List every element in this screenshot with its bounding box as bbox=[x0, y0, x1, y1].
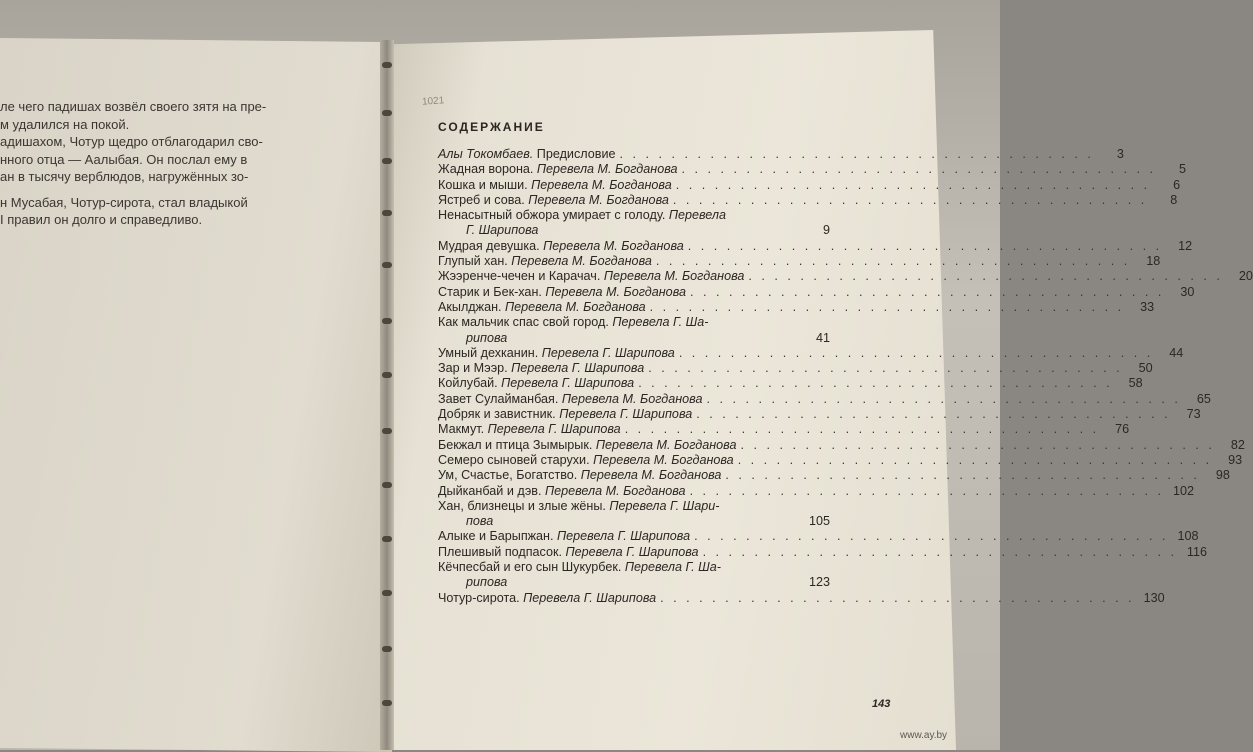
toc-entry-page: 76 bbox=[1115, 422, 1130, 437]
text-line: адишахом, Чотур щедро отблагодарил сво- bbox=[0, 134, 263, 149]
toc-entry bbox=[438, 299, 1155, 315]
toc-leader-dots: . . . . . . . . . . . . . . . . . . . . . . . . . . . . . . . . . . . . . bbox=[748, 269, 1223, 284]
toc-entry-line bbox=[438, 499, 830, 514]
toc-leader-dots: . . . . . . . . . . . . . . . . . . . . . . . . . . . . . . . . . . . . . bbox=[675, 177, 1151, 192]
toc-title: СОДЕРЖАНИЕ bbox=[438, 120, 545, 134]
toc-entry-title: Семеро сыновей старухи. bbox=[438, 452, 590, 467]
toc-entry-text bbox=[438, 484, 686, 499]
toc-entry bbox=[438, 269, 1253, 284]
toc-entry-page: 9 bbox=[822, 223, 830, 238]
toc-entry-title: Хан, близнецы и злые жёны. bbox=[438, 498, 606, 513]
toc-entry-translator: Перевела М. Богданова bbox=[543, 238, 684, 253]
toc-entry-translator: Перевела М. Богданова bbox=[536, 162, 678, 177]
toc-entry-text bbox=[438, 346, 675, 361]
toc-entry-text bbox=[438, 285, 686, 300]
toc-entry-title: Плешивый подпасок. bbox=[438, 544, 562, 559]
toc-entry-translator: Перевела Г. Шарипова bbox=[557, 529, 691, 544]
toc-entry-translator: Перевела Г. Ша- bbox=[624, 560, 721, 575]
pencil-mark: 1021 bbox=[421, 95, 445, 108]
toc-leader-dots: . . . . . . . . . . . . . . . . . . . . . . . . . . . . . . . . . . . . . bbox=[624, 422, 1100, 437]
stitch bbox=[382, 700, 392, 706]
toc-entry-page: 65 bbox=[1196, 391, 1211, 406]
toc-entry bbox=[438, 499, 830, 530]
toc-entry-title: Койлубай. bbox=[438, 376, 498, 391]
stitch bbox=[382, 372, 392, 378]
toc-entry-text bbox=[438, 193, 669, 208]
left-page-text bbox=[0, 98, 340, 229]
toc-entry bbox=[438, 284, 1195, 300]
toc-leader-dots: . . . . . . . . . . . . . . . . . . . . . . . . . . . . . . . . . . . . . bbox=[740, 437, 1215, 452]
toc-entry-page: 30 bbox=[1180, 284, 1195, 299]
toc-entry-translator: Перевела М. Богданова bbox=[580, 468, 722, 483]
toc-entry bbox=[438, 391, 1211, 407]
toc-entry-title: Как мальчик спас свой город. bbox=[438, 315, 609, 330]
toc-entry-title: Акылджан. bbox=[438, 299, 502, 314]
toc-entry bbox=[438, 590, 1165, 606]
toc-entry-page: 123 bbox=[808, 575, 830, 590]
paragraph-gap bbox=[0, 186, 340, 194]
toc-entry bbox=[438, 254, 1161, 269]
toc-entry bbox=[438, 407, 1201, 422]
toc-entry-text bbox=[438, 239, 684, 254]
toc-leader-dots: . . . . . . . . . . . . . . . . . . . . . . . . . . . . . . . . . . . . . bbox=[681, 162, 1156, 177]
toc-entry-text bbox=[438, 162, 678, 177]
text-line: ле чего падишах возвёл своего зятя на пре- bbox=[0, 99, 267, 114]
toc-entry-text bbox=[438, 545, 699, 560]
toc-entry bbox=[438, 345, 1184, 361]
toc-entry-translator: Перевела М. Богданова bbox=[545, 284, 686, 299]
toc-entry-line bbox=[438, 223, 830, 238]
page-number: 143 bbox=[872, 698, 891, 710]
stitch bbox=[382, 158, 392, 164]
toc-entry-text bbox=[438, 529, 690, 544]
toc-entry-page: 33 bbox=[1140, 299, 1155, 314]
toc-entry-title: Кошка и мыши. bbox=[438, 177, 528, 192]
toc-entry bbox=[438, 544, 1207, 560]
toc-entry-title: Зар и Мээр. bbox=[438, 361, 508, 376]
toc-entry-page: 98 bbox=[1215, 468, 1230, 483]
toc-entry-page: 6 bbox=[1173, 177, 1181, 192]
toc-entry bbox=[438, 208, 830, 239]
toc-entry-page: 58 bbox=[1128, 376, 1143, 391]
toc-entry-translator: Перевела М. Богданова bbox=[593, 452, 734, 467]
stitch bbox=[382, 428, 392, 434]
toc-entry-translator: Перевела М. Богданова bbox=[505, 299, 646, 314]
toc-entry-title: Старик и Бек-хан. bbox=[438, 284, 542, 299]
stitch bbox=[382, 262, 392, 268]
table-of-contents bbox=[438, 147, 1253, 606]
toc-entry bbox=[438, 238, 1193, 254]
toc-entry-translator: Перевела Г. Шарипова bbox=[541, 345, 675, 360]
toc-entry-translator: Перевела Г. Шарипова bbox=[487, 422, 621, 437]
toc-entry-title: Чотур-сирота. bbox=[438, 590, 520, 605]
text-line: м удалился на покой. bbox=[0, 116, 130, 132]
toc-entry-title: Умный дехканин. bbox=[438, 345, 539, 360]
toc-entry-translator: Перевела М. Богданова bbox=[595, 437, 737, 452]
toc-leader-dots: . . . . . . . . . . . . . . . . . . . . . . . . . . . . . . . . . . . . . bbox=[737, 452, 1213, 467]
toc-entry-title: Глупый хан. bbox=[438, 254, 508, 269]
toc-entry-title: Ястреб и сова. bbox=[438, 192, 525, 207]
toc-entry-translator-cont: рипова bbox=[466, 575, 508, 590]
toc-entry-title: Кёчпесбай и его сын Шукурбек. bbox=[438, 560, 622, 575]
toc-entry-translator: Перевела М. Богданова bbox=[603, 269, 745, 284]
toc-entry-text bbox=[438, 361, 644, 376]
toc-entry-text bbox=[438, 392, 702, 407]
toc-entry-translator: Перевела Г. Шари- bbox=[609, 498, 720, 513]
toc-entry-line bbox=[438, 575, 830, 590]
text-line: нного отца — Аалыбая. Он послал ему в bbox=[0, 151, 248, 167]
toc-entry-title: Завет Сулайманбая. bbox=[438, 391, 559, 406]
toc-entry-text bbox=[438, 422, 621, 437]
toc-entry-translator-cont: рипова bbox=[466, 330, 508, 345]
stitch bbox=[382, 62, 392, 68]
toc-entry-page: 105 bbox=[808, 514, 830, 529]
toc-leader-dots: . . . . . . . . . . . . . . . . . . . . . . . . . . . . . . . . . . . . . bbox=[694, 529, 1169, 544]
toc-leader-dots: . . . . . . . . . . . . . . . . . . . . . . . . . . . . . . . . . . . . . bbox=[687, 238, 1163, 253]
toc-entry-translator: Перевела Г. Ша- bbox=[612, 315, 709, 330]
toc-leader-dots: . . . . . . . . . . . . . . . . . . . . . . . . . . . . . . . . . . . . . bbox=[638, 376, 1113, 391]
stitch bbox=[382, 210, 392, 216]
toc-entry bbox=[438, 560, 830, 591]
toc-entry-title: Алы Токомбаев. bbox=[438, 147, 534, 161]
toc-entry-translator: Перевела М. Богданова bbox=[544, 483, 686, 498]
toc-entry-title: Макмут. bbox=[438, 422, 485, 437]
toc-entry-translator: Перевела М. Богданова bbox=[511, 254, 652, 269]
toc-entry-page: 3 bbox=[1116, 147, 1124, 161]
toc-entry-text bbox=[438, 591, 656, 606]
toc-entry-page: 20 bbox=[1238, 269, 1253, 284]
text-line: н Мусабая, Чотур-сирота, стал владыкой bbox=[0, 194, 248, 210]
stitch bbox=[382, 590, 392, 596]
toc-entry bbox=[438, 483, 1194, 499]
toc-entry-text bbox=[438, 300, 646, 315]
toc-entry-page: 12 bbox=[1178, 238, 1193, 253]
toc-entry bbox=[438, 529, 1199, 544]
toc-entry-text bbox=[438, 147, 615, 162]
toc-entry-translator-cont: пова bbox=[466, 514, 494, 529]
toc-entry-translator: Перевела Г. Шарипова bbox=[523, 590, 657, 605]
toc-entry-page: 93 bbox=[1228, 452, 1243, 467]
toc-entry-page: 130 bbox=[1143, 590, 1165, 605]
toc-entry-text bbox=[438, 269, 744, 284]
toc-entry-page: 108 bbox=[1177, 529, 1199, 544]
toc-entry bbox=[438, 177, 1181, 193]
toc-entry-translator-cont: Г. Шарипова bbox=[466, 223, 539, 238]
text-line: I правил он долго и справедливо. bbox=[0, 212, 203, 227]
toc-leader-dots: . . . . . . . . . . . . . . . . . . . . . . . . . . . . . . . . . . . . . bbox=[706, 391, 1181, 406]
toc-entry-translator: Перевела bbox=[668, 208, 727, 223]
toc-entry-translator: Перевела М. Богданова bbox=[531, 177, 672, 192]
toc-entry-translator: Предисловие bbox=[536, 147, 616, 161]
toc-entry-translator: Перевела Г. Шарипова bbox=[501, 376, 635, 391]
toc-entry-translator: Перевела Г. Шарипова bbox=[559, 407, 693, 422]
toc-entry-translator: Перевела Г. Шарипова bbox=[511, 361, 645, 376]
toc-entry-title: Алыке и Барыпжан. bbox=[438, 529, 554, 544]
toc-entry-title: Жадная ворона. bbox=[438, 162, 534, 177]
toc-entry-page: 82 bbox=[1230, 437, 1245, 452]
toc-entry-translator: Перевела М. Богданова bbox=[561, 391, 703, 406]
toc-entry bbox=[438, 422, 1130, 437]
toc-entry bbox=[438, 192, 1178, 208]
toc-leader-dots: . . . . . . . . . . . . . . . . . . . . . . . . . . . . . . . . . . . . . bbox=[648, 361, 1123, 376]
toc-leader-dots: . . . . . . . . . . . . . . . . . . . . . . . . . . . . . . . . . . . . . bbox=[672, 192, 1148, 207]
stitch bbox=[382, 110, 392, 116]
toc-entry-text bbox=[438, 453, 734, 468]
toc-leader-dots: . . . . . . . . . . . . . . . . . . . . . . . . . . . . . . . . . . . . . bbox=[649, 299, 1125, 314]
toc-entry-line bbox=[438, 315, 830, 330]
toc-entry-title: Бекжал и птица Зымырык. bbox=[438, 437, 593, 452]
toc-leader-dots: . . . . . . . . . . . . . . . . . . . . . . . . . . . . . . . . . . . . . bbox=[690, 284, 1165, 299]
stitch bbox=[382, 318, 392, 324]
toc-entry-line bbox=[438, 560, 830, 575]
toc-entry-page: 18 bbox=[1146, 254, 1161, 269]
toc-leader-dots: . . . . . . . . . . . . . . . . . . . . . . . . . . . . . . . . . . . . . bbox=[689, 483, 1164, 498]
toc-entry bbox=[438, 452, 1243, 468]
toc-entry-page: 44 bbox=[1169, 345, 1184, 360]
toc-entry bbox=[438, 468, 1230, 483]
toc-entry-title: Мудрая девушка. bbox=[438, 238, 540, 253]
toc-entry-title: Жээренче-чечен и Карачач. bbox=[438, 269, 601, 284]
toc-entry-text bbox=[438, 254, 652, 269]
toc-leader-dots: . . . . . . . . . . . . . . . . . . . . . . . . . . . . . . . . . . . . . bbox=[660, 590, 1135, 605]
toc-entry-page: 116 bbox=[1186, 544, 1207, 559]
toc-entry bbox=[438, 147, 1124, 162]
toc-entry-page: 41 bbox=[815, 330, 830, 345]
toc-leader-dots: . . . . . . . . . . . . . . . . . . . . . . . . . . . . . . . . . . . . . bbox=[678, 345, 1154, 360]
toc-entry-title: Ум, Счастье, Богатство. bbox=[438, 468, 578, 483]
toc-entry-title: Добряк и завистник. bbox=[438, 407, 556, 422]
toc-entry-page: 102 bbox=[1172, 483, 1194, 498]
stitch bbox=[382, 646, 392, 652]
toc-entry bbox=[438, 162, 1186, 177]
toc-entry-text bbox=[438, 438, 736, 453]
toc-entry bbox=[438, 361, 1153, 376]
stitch bbox=[382, 536, 392, 542]
watermark: www.ay.by bbox=[900, 730, 948, 741]
toc-leader-dots: . . . . . . . . . . . . . . . . . . . . . . . . . . . . . . . . . . . . . bbox=[619, 147, 1094, 161]
text-line: ан в тысячу верблюдов, нагружённых зо- bbox=[0, 169, 249, 184]
toc-entry-line bbox=[438, 208, 830, 223]
toc-leader-dots: . . . . . . . . . . . . . . . . . . . . . . . . . . . . . . . . . . . . . bbox=[696, 407, 1171, 422]
toc-leader-dots: . . . . . . . . . . . . . . . . . . . . . . . . . . . . . . . . . . . . . bbox=[725, 468, 1200, 483]
toc-entry-title: Дыйканбай и дэв. bbox=[438, 483, 542, 498]
toc-leader-dots: . . . . . . . . . . . . . . . . . . . . . . . . . . . . . . . . . . . . . bbox=[655, 254, 1131, 269]
toc-entry-line bbox=[438, 514, 830, 529]
book-gutter bbox=[380, 40, 394, 750]
toc-entry bbox=[438, 315, 830, 346]
toc-entry-page: 8 bbox=[1170, 192, 1178, 207]
toc-entry-translator: Перевела М. Богданова bbox=[528, 192, 669, 207]
toc-leader-dots: . . . . . . . . . . . . . . . . . . . . . . . . . . . . . . . . . . . . . bbox=[702, 544, 1177, 559]
toc-entry-page: 5 bbox=[1178, 162, 1186, 177]
toc-entry bbox=[438, 437, 1245, 453]
toc-entry-text bbox=[438, 178, 672, 193]
toc-entry bbox=[438, 376, 1143, 391]
toc-entry-text bbox=[438, 468, 721, 483]
toc-entry-title: Ненасытный обжора умирает с голоду. bbox=[438, 208, 666, 223]
toc-entry-text bbox=[438, 407, 692, 422]
stitch bbox=[382, 482, 392, 488]
toc-entry-text bbox=[438, 376, 634, 391]
toc-entry-translator: Перевела Г. Шарипова bbox=[565, 544, 699, 559]
toc-entry-page: 73 bbox=[1186, 407, 1201, 422]
toc-entry-page: 50 bbox=[1138, 361, 1153, 376]
toc-entry-line bbox=[438, 331, 830, 346]
